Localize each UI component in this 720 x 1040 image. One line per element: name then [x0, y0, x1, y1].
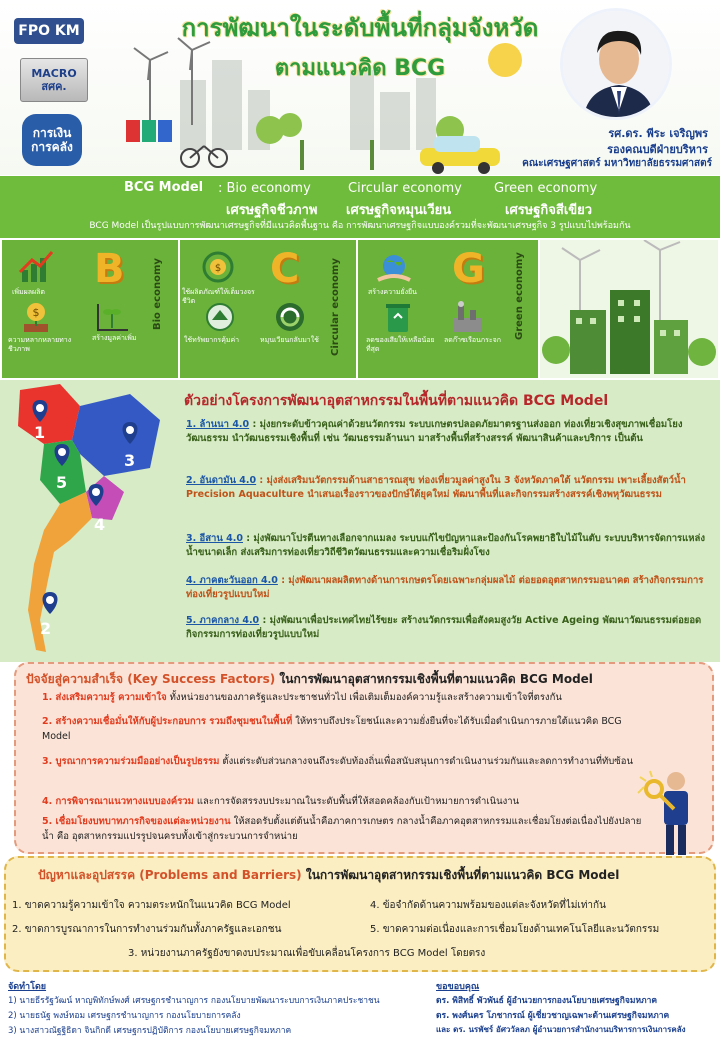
page-subtitle: ตามแนวคิด BCG: [274, 56, 446, 81]
bcg-description: BCG Model เป็นรูปแบบการพัฒนาเศรษฐกิจที่มีแนวคิดพื้นฐาน คือ การพัฒนาเศรษฐกิจแบบองค์รวมที่จะพัฒนาเศรษฐกิจ 3 รูปแบบไปพร้อมกัน: [89, 221, 631, 231]
finance-logo-line2: การคลัง: [31, 140, 73, 154]
project-1-head: 1. ล้านนา 4.0: [186, 419, 250, 430]
finance-logo-line1: การเงิน: [32, 126, 72, 140]
map-marker-5: 5: [56, 473, 68, 492]
recycle-bins-icon: [126, 120, 172, 142]
macro-logo-text: MACRO: [31, 67, 77, 80]
projects-title: ตัวอย่างโครงการพัฒนาอุตสาหกรรมในพื้นที่ตามแนวคิด BCG Model: [184, 393, 609, 409]
circular-item-2: ใช้ทรัพยากรคุ้มค่า: [184, 336, 240, 344]
ksf-item-5-head: 5. เชื่อมโยงบทบาทภารกิจของแต่ละหน่วยงาน: [42, 816, 231, 827]
sun-icon: [488, 43, 522, 77]
project-5: [186, 614, 714, 642]
project-2-head: 2. อันดามัน 4.0: [186, 475, 257, 486]
bio-item-3: สร้างมูลค่าเพิ่ม: [92, 334, 137, 342]
green-economy-label: Green economy: [494, 181, 598, 196]
speaker-role: รองคณบดีฝ่ายบริหาร: [607, 143, 708, 156]
letter-g: G: [452, 246, 485, 292]
green-item-2: ลดของเสียให้เหลือน้อยที่สุด: [366, 336, 435, 353]
projects-section: [0, 380, 720, 662]
bcg-model-label: BCG Model: [124, 180, 204, 195]
economy-panels: [0, 238, 720, 380]
svg-text:$: $: [214, 263, 222, 274]
ksf-item-2-head: 2. สร้างความเชื่อมั่นให้กับผู้ประกอบการ รวมถึงชุมชนในพื้นที่: [42, 716, 293, 727]
project-2-body: : มุ่งส่งเสริมนวัตกรรมด้านสาธารณสุข ท่องเที่ยวมูลค่าสูงใน 3 จังหวัดภาคใต้ นวัตกรรม เพาะเลี้ยงสัตว์น้ำ Precision Aquaculture นำเสนอเรื่องราวของปักษ์ใต้ยุคใหม่ พัฒนาพื้นที่และกิจกรรมสร้างสรรค์เชิงพหุวัฒนธรรม: [186, 475, 686, 500]
speaker-photo: [560, 8, 672, 120]
resource-cycle-icon: [202, 300, 238, 334]
thanks-2: ดร. พงศ์นคร โภชากรณ์ ผู้เชี่ยวชาญเฉพาะด้านเศรษฐกิจมหภาค: [436, 1011, 670, 1021]
author-3: 3) นางสาวณัฐฐิธิดา จินกิกดี เศรษฐกรปฏิบัติการ กองนโยบายเศรษฐกิจมหภาค: [8, 1026, 292, 1036]
circular-economy-label: Circular economy: [348, 181, 462, 196]
letter-b: B: [94, 246, 125, 292]
ksf-item-3: [42, 754, 642, 769]
ksf-item-3-head: 3. บูรณาการความร่วมมืออย่างเป็นรูปธรรม: [42, 756, 220, 767]
ksf-title-rest: ในการพัฒนาอุตสาหกรรมเชิงพื้นที่ตามแนวคิด BCG Model: [275, 672, 593, 686]
problems-title-main: ปัญหาและอุปสรรค (Problems and Barriers): [38, 868, 302, 882]
thanks-heading: ขอขอบคุณ: [436, 982, 480, 992]
problem-item-5: 5. ขาดความต่อเนื่องและการเชื่อมโยงด้านเทคโนโลยีและนวัตกรรม: [370, 924, 660, 935]
problem-item-2: 2. ขาดการบูรณาการในการทำงานร่วมกันทั้งภาครัฐและเอกชน: [12, 924, 282, 935]
problem-item-3: 3. หน่วยงานภาครัฐยังขาดงบประมาณเพื่อขับเคลื่อนโครงการ BCG Model โดยตรง: [128, 948, 486, 959]
bio-item-2: ความหลากหลายทางชีวภาพ: [8, 336, 72, 353]
thailand-region-map: [0, 380, 175, 662]
ksf-item-4-text: และการจัดสรรงบประมาณในระดับพื้นที่ให้สอดคล้องกับเป้าหมายการดำเนินงาน: [193, 796, 520, 807]
green-economy-thai: เศรษฐกิจสีเขียว: [505, 203, 593, 218]
bio-economy-thai: เศรษฐกิจชีวภาพ: [226, 203, 318, 218]
ksf-item-1-head: 1. ส่งเสริมความรู้ ความเข้าใจ: [42, 692, 167, 703]
made-by-heading: จัดทำโดย: [8, 982, 47, 992]
credits-footer: [0, 975, 720, 1040]
ksf-item-2: [42, 714, 642, 744]
ksf-item-3-text: ตั้งแต่ระดับส่วนกลางจนถึงระดับท้องถิ่นเพื่อสนับสนุนการดำเนินงานร่วมกันและลดการทำงานที่ทับซ้อน: [219, 756, 633, 767]
project-1-body: : มุ่งยกระดับข้าวคุณค่าด้วยนวัตกรรม ระบบเกษตรปลอดภัยมาตรฐานส่งออก ท่องเที่ยวเชิงสุขภาพเชื่อมโยงวัฒนธรรม นำวัฒนธรรมเชิงพื้นที่ เช่น วัฒนธรรมล้านนา มาสร้างพื้นที่สร้างสรรค์ พัฒนาสินค้าและบริการ เป็นต้น: [186, 419, 683, 444]
ksf-item-5: [42, 814, 642, 844]
circular-item-1: ใช้ผลิตภัณฑ์ให้เต็มวงจรชีวิต: [182, 288, 255, 305]
project-1: [186, 418, 714, 446]
key-success-factors: [14, 662, 714, 854]
ksf-item-5-text: ให้สอดรับตั้งแต่ต้นน้ำคือภาคการเกษตร กลางน้ำคือภาคอุตสาหกรรมและเชื่อมโยงต่อเนื่องไปยังปลายน้ำ คือ อุตสาหกรรมแปรรูปจนครบทั้งเข้าสู่กระบวนการจำหน่าย: [42, 816, 642, 842]
author-1: 1) นายธีรรัฐวัฒน์ หาญพิทักษ์พงศ์ เศรษฐกรชำนาญการ กองนโยบายพัฒนาระบบการเงินภาคประชาชน: [8, 996, 380, 1006]
speaker-faculty: คณะเศรษฐศาสตร์ มหาวิทยาลัยธรรมศาสตร์: [522, 158, 712, 169]
map-marker-1: 1: [34, 423, 46, 442]
macro-logo-sub: สศค.: [41, 80, 67, 93]
ksf-title: [26, 670, 593, 689]
green-economy-vertical: Green economy: [514, 252, 525, 340]
thanks-1: ดร. พิสิทธิ์ พัวพันธ์ ผู้อำนวยการกองนโยบายเศรษฐกิจมหภาค: [436, 996, 658, 1006]
circular-economy-thai: เศรษฐกิจหมุนเวียน: [346, 203, 452, 218]
ksf-item-2-text: ให้ทราบถึงประโยชน์และความยั่งยืนที่จะได้รับเมื่อดำเนินการภายใต้แนวคิด BCG Model: [42, 716, 622, 742]
seedling-chart-icon: [94, 300, 130, 334]
author-2: 2) นายธนัฐ พงษ์หอม เศรษฐกรชำนาญการ กองนโยบายการคลัง: [8, 1011, 241, 1021]
bio-item-1: เพิ่มผลผลิต: [12, 288, 45, 296]
ksf-item-1-text: ทั้งหน่วยงานของภาครัฐและประชาชนทั่วไป เพื่อเติมเต็มองค์ความรู้และสร้างความเข้าใจที่ตรงกัน: [166, 692, 562, 703]
map-marker-4: 4: [94, 515, 106, 534]
problem-item-1: 1. ขาดความรู้ความเข้าใจ ความตระหนักในแนวคิด BCG Model: [12, 900, 291, 911]
bcg-model-band: [0, 176, 720, 238]
money-plant-icon: [18, 300, 54, 334]
finance-logo: [22, 114, 82, 166]
ksf-item-4: [42, 794, 642, 809]
bio-economy-vertical: Bio economy: [152, 258, 163, 330]
recycle-bin-icon: [380, 300, 416, 334]
project-4: [186, 574, 714, 602]
project-4-head: 4. ภาคตะวันออก 4.0: [186, 575, 278, 586]
project-3-body: : มุ่งพัฒนาโปรตีนทางเลือกจากแมลง ระบบแก้ไขปัญหาและป้องกันโรคพยาธิใบไม้ในตับ ระบบบริหารจัดการแหล่งน้ำขนาดเล็ก ส่งเสริมการท่องเที่ยววิถีชีวิตวัฒนธรรมและความเชื่อริมฝั่งโขง: [186, 533, 705, 558]
ksf-item-1: [42, 690, 702, 705]
fpo-km-logo: FPO KM: [14, 18, 84, 44]
ksf-title-main: ปัจจัยสู่ความสำเร็จ (Key Success Factors): [26, 672, 276, 686]
thanks-3: และ ดร. นรพัชร์ อัศววัลลภ ผู้อำนวยการสำนักงานบริหารการเงินการคลัง: [436, 1025, 686, 1034]
map-marker-2: 2: [40, 619, 52, 638]
green-item-3: ลดก๊าซเรือนกระจก: [444, 336, 501, 344]
problems-barriers: [4, 856, 716, 972]
project-4-body: : มุ่งพัฒนาผลผลิตทางด้านการเกษตรโดยเฉพาะกลุ่มผลไม้ ต่อยอดอุตสาหกรรมอนาคต สร้างกิจกรรมการท่องเที่ยวรูปแบบใหม่: [186, 575, 704, 600]
project-3: [186, 532, 714, 560]
growth-chart-icon: [18, 250, 54, 284]
ksf-item-4-head: 4. การพิจารณาแนวทางแบบองค์รวม: [42, 796, 194, 807]
green-buildings-illustration: [540, 240, 718, 378]
recycle-money-icon: [200, 250, 236, 284]
page-title: การพัฒนาในระดับพื้นที่กลุ่มจังหวัด: [181, 14, 539, 42]
project-3-head: 3. อีสาน 4.0: [186, 533, 243, 544]
project-5-body: : มุ่งพัฒนาเพื่อประเทศไทยไร้ขยะ สร้างนวัตกรรมเพื่อสังคมสูงวัย Active Ageing พัฒนาวัฒนธรรมต่อยอดกิจกรรมการท่องเที่ยวรูปแบบใหม่: [186, 615, 702, 640]
map-marker-3: 3: [124, 451, 136, 470]
recycle-arrows-icon: [272, 300, 308, 334]
green-item-1: สร้างความยั่งยืน: [368, 288, 417, 296]
green-economy-panel: [358, 240, 538, 378]
problem-item-4: 4. ข้อจำกัดด้านความพร้อมของแต่ละจังหวัดที่ไม่เท่ากัน: [370, 900, 606, 911]
svg-text:$: $: [32, 306, 40, 319]
macro-logo: [20, 58, 88, 102]
problems-title: [38, 866, 619, 885]
letter-c: C: [270, 246, 300, 292]
project-2: [186, 474, 714, 502]
header-banner: [0, 0, 720, 175]
circular-economy-panel: [180, 240, 356, 378]
circular-economy-vertical: Circular economy: [330, 258, 341, 356]
speaker-name: รศ.ดร. พีระ เจริญพร: [608, 127, 708, 140]
project-5-head: 5. ภาคกลาง 4.0: [186, 615, 260, 626]
circular-item-3: หมุนเวียนกลับมาใช้: [260, 336, 319, 344]
bio-economy-label: : Bio economy: [218, 181, 311, 196]
bio-economy-panel: [2, 240, 178, 378]
factory-emission-icon: [450, 300, 486, 334]
earth-hands-icon: [376, 250, 412, 284]
problems-title-rest: ในการพัฒนาอุตสาหกรรมเชิงพื้นที่ตามแนวคิด BCG Model: [301, 868, 620, 882]
businessman-key-icon: [636, 765, 716, 860]
